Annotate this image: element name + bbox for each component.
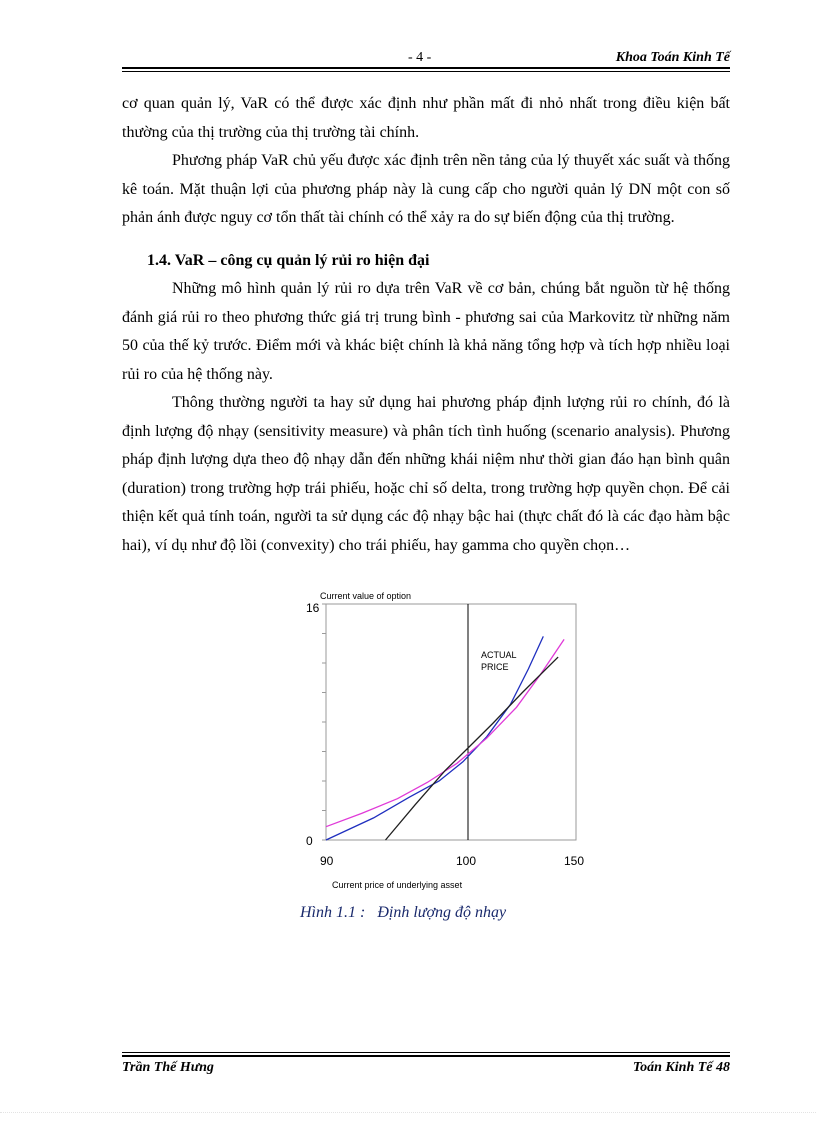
figure-title: Định lượng độ nhạy [377,904,507,921]
paragraph-4: Thông thường người ta hay sử dụng hai phương pháp định lượng rủi ro chính, đó là định lượng độ nhạy (sensitivity measure) và phân tích tình huống (scenario analysis). Phương pháp định lượng dựa theo độ nhạy dẫn đến những khái niệm như thời gian đáo hạn bình quân (duration) trong trường hợp trái phiếu, hoặc chỉ số delta, trong trường hợp quyền chọn. Để cải thiện kết quả tính toán, người ta sử dụng các độ nhạy bậc hai (thực chất đó là các đạo hàm bậc hai), ví dụ như độ lồi (convexity) cho trái phiếu, hay gamma cho quyền chọn… [122,394,730,554]
footer-rule [122,1055,730,1057]
y-axis-label: Current value of option [320,591,412,601]
y-tick-label-16: 16 [306,601,320,615]
page-number: - 4 - [408,50,432,65]
sensitivity-chart [296,590,596,896]
footer-rule-thin [122,1052,730,1053]
page-edge-dotted [0,1112,816,1113]
page-footer [122,1060,730,1082]
y-tick-label-0: 0 [306,834,313,848]
section-heading: 1.4. VaR – công cụ quản lý rủi ro hiện đại [147,251,430,269]
header-rule-thin [122,71,730,72]
plot-area [326,604,576,840]
x-axis-label: Current price of underlying asset [332,880,463,890]
figure-caption [300,904,620,922]
paragraph-1: cơ quan quản lý, VaR có thể được xác định như phần mất đi nhỏ nhất trong điều kiện bất thường của thị trường của thị trường tài chính. [122,95,730,141]
x-tick-label-90: 90 [320,854,334,868]
footer-course: Toán Kinh Tế 48 [632,1060,730,1075]
x-tick-label-150: 150 [564,854,585,868]
figure-label: Hình 1.1 : [300,904,366,921]
axis-ticks [322,604,326,840]
footer-author: Trần Thế Hưng [122,1060,214,1075]
paragraph-3: Những mô hình quản lý rủi ro dựa trên VaR về cơ bản, chúng bắt nguồn từ hệ thống đánh giá rủi ro theo phương thức giá trị trung bình - phương sai của Markovitz từ những năm 50 của thế kỷ trước. Điểm mới và khác biệt chính là khả năng tổng hợp và tích hợp nhiều loại rủi ro của hệ thống này. [122,280,730,383]
x-tick-label-100: 100 [456,854,477,868]
document-body [122,90,730,560]
annotation-actual: ACTUAL [481,650,517,660]
paragraph-2: Phương pháp VaR chủ yếu được xác định trên nền tảng của lý thuyết xác suất và thống kê toán. Mặt thuận lợi của phương pháp này là cung cấp cho người quản lý DN một con số phản ánh được nguy cơ tổn thất tài chính có thể xảy ra do sự biến động của thị trường. [122,152,730,226]
header-department: Khoa Toán Kinh Tế [615,50,730,65]
header-rule [122,67,730,69]
annotation-price: PRICE [481,662,509,672]
